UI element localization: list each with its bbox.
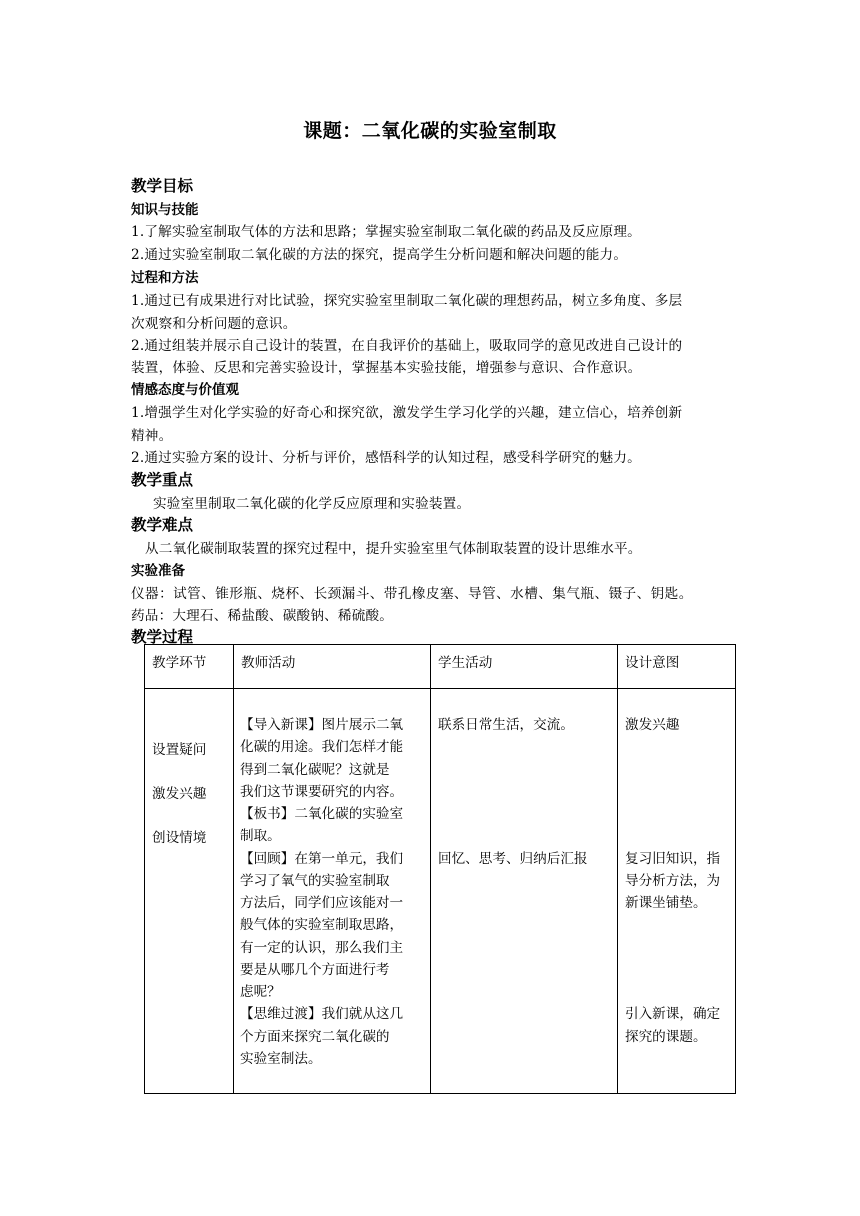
intent-line: 导分析方法，为 bbox=[625, 873, 721, 889]
teacher-line: 【思维过渡】我们就从这几 bbox=[240, 1006, 404, 1022]
stage-cell bbox=[145, 689, 234, 1094]
student-line: 联系日常生活，交流。 bbox=[438, 717, 574, 733]
stage-line: 设置疑问 bbox=[152, 742, 207, 758]
process-heading: 过程和方法 bbox=[131, 270, 199, 286]
header-stage: 教学环节 bbox=[152, 655, 207, 671]
teacher-line: 【回顾】在第一单元，我们 bbox=[240, 851, 404, 867]
emotion-line-1: 1.增强学生对化学实验的好奇心和探究欲，激发学生学习化学的兴趣，建立信心，培养创新 bbox=[131, 405, 683, 421]
student-cell bbox=[431, 689, 618, 1094]
header-intent: 设计意图 bbox=[625, 655, 680, 671]
emotion-line-3: 2.通过实验方案的设计、分析与评价，感悟科学的认知过程，感受科学研究的魅力。 bbox=[131, 450, 641, 466]
emotion-heading: 情感态度与价值观 bbox=[131, 382, 239, 398]
instruments-line: 仪器：试管、锥形瓶、烧杯、长颈漏斗、带孔橡皮塞、导管、水槽、集气瓶、镊子、钥匙。 bbox=[131, 586, 693, 602]
teacher-line: 般气体的实验室制取思路， bbox=[240, 917, 404, 933]
intent-line: 探究的课题。 bbox=[625, 1029, 707, 1045]
teacher-cell bbox=[234, 689, 431, 1094]
intent-line: 引入新课，确定 bbox=[625, 1006, 721, 1022]
chemicals-line: 药品：大理石、稀盐酸、碳酸钠、稀硫酸。 bbox=[131, 608, 394, 624]
objectives-heading: 教学目标 bbox=[131, 177, 194, 195]
table-header-row bbox=[145, 645, 736, 689]
intent-cell-content bbox=[618, 689, 735, 1093]
student-cell-content bbox=[431, 689, 617, 1093]
teacher-line: 得到二氧化碳呢？这就是 bbox=[240, 762, 390, 778]
teacher-line: 我们这节课要研究的内容。 bbox=[240, 784, 404, 800]
knowledge-heading: 知识与技能 bbox=[131, 202, 199, 218]
teacher-line: 制取。 bbox=[240, 828, 281, 844]
difficulties-text: 从二氧化碳制取装置的探究过程中，提升实验室里气体制取装置的设计思维水平。 bbox=[145, 541, 642, 557]
student-line: 回忆、思考、归纳后汇报 bbox=[438, 851, 588, 867]
intent-cell bbox=[618, 689, 736, 1094]
header-cell-teacher bbox=[234, 645, 431, 689]
knowledge-line-2: 2.通过实验室制取二氧化碳的方法的探究，提高学生分析问题和解决问题的能力。 bbox=[131, 247, 628, 263]
stage-line: 创设情境 bbox=[152, 830, 207, 846]
intent-line: 新课坐铺垫。 bbox=[625, 895, 707, 911]
intent-line: 复习旧知识，指 bbox=[625, 851, 721, 867]
header-teacher: 教师活动 bbox=[241, 655, 296, 671]
teacher-line: 【导入新课】图片展示二氧 bbox=[240, 717, 404, 733]
teacher-line: 要是从哪几个方面进行考 bbox=[240, 962, 390, 978]
header-student: 学生活动 bbox=[438, 655, 493, 671]
teacher-line: 化碳的用途。我们怎样才能 bbox=[240, 739, 404, 755]
process-line-4: 装置，体验、反思和完善实验设计，掌握基本实验技能，增强参与意识、合作意识。 bbox=[131, 360, 642, 376]
teacher-line: 有一定的认识，那么我们主 bbox=[240, 940, 404, 956]
intent-line: 激发兴趣 bbox=[625, 717, 680, 733]
teacher-line: 个方面来探究二氧化碳的 bbox=[240, 1029, 390, 1045]
teacher-line: 虑呢？ bbox=[240, 984, 281, 1000]
process-line-1: 1.通过已有成果进行对比试验，探究实验室里制取二氧化碳的理想药品，树立多角度、多层 bbox=[131, 293, 683, 309]
stage-line: 激发兴趣 bbox=[152, 786, 207, 802]
document-title: 课题：二氧化碳的实验室制取 bbox=[303, 120, 557, 142]
table-row bbox=[145, 689, 736, 1094]
teacher-cell-content bbox=[234, 689, 430, 1093]
teacher-line: 实验室制法。 bbox=[240, 1051, 322, 1067]
key-points-text: 实验室里制取二氧化碳的化学反应原理和实验装置。 bbox=[153, 496, 471, 512]
stage-cell-content bbox=[145, 689, 233, 1093]
header-cell-student bbox=[431, 645, 618, 689]
knowledge-line-1: 1.了解实验室制取气体的方法和思路；掌握实验室制取二氧化碳的药品及反应原理。 bbox=[131, 224, 641, 240]
emotion-line-2: 精神。 bbox=[131, 428, 173, 444]
key-points-heading: 教学重点 bbox=[131, 471, 194, 489]
process-line-3: 2.通过组装并展示自己设计的装置，在自我评价的基础上，吸取同学的意见改进自己设计的 bbox=[131, 338, 683, 354]
teacher-line: 学习了氧气的实验室制取 bbox=[240, 873, 390, 889]
preparation-heading: 实验准备 bbox=[131, 563, 185, 579]
difficulties-heading: 教学难点 bbox=[131, 516, 194, 534]
process-line-2: 次观察和分析问题的意识。 bbox=[131, 316, 297, 332]
header-cell-stage bbox=[145, 645, 234, 689]
process-table-heading: 教学过程 bbox=[131, 628, 194, 646]
teaching-process-table bbox=[144, 644, 736, 1094]
teacher-line: 【板书】二氧化碳的实验室 bbox=[240, 806, 404, 822]
header-cell-intent bbox=[618, 645, 736, 689]
teacher-line: 方法后，同学们应该能对一 bbox=[240, 895, 404, 911]
